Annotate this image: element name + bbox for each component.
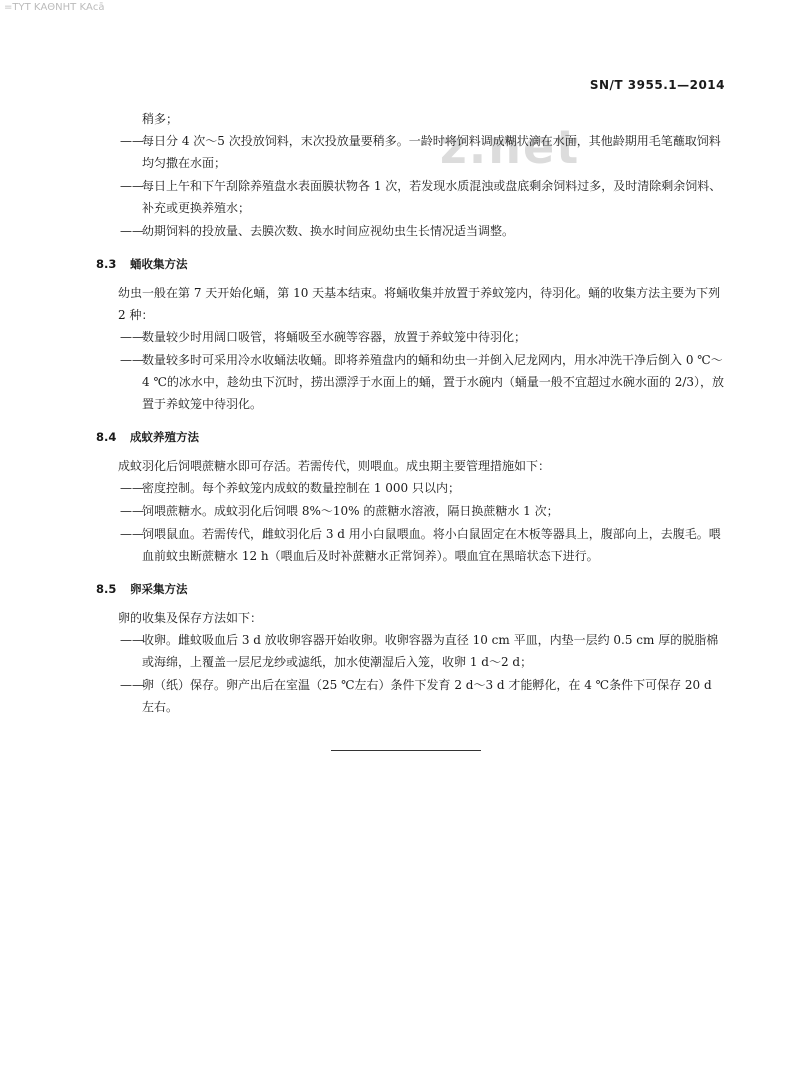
- section-paragraph: 成蚊羽化后饲喂蔗糖水即可存活。若需传代，则喂血。成虫期主要管理措施如下：: [118, 459, 551, 473]
- document-body: [96, 108, 726, 768]
- list-item: [96, 175, 726, 219]
- list-item-text: 卵（纸）保存。卵产出后在室温（25 ℃左右）条件下发育 2 d～3 d 才能孵化，在 4 ℃条件下可保存 20 d 左右。: [142, 678, 712, 714]
- dash-marker: ——: [120, 527, 144, 541]
- dash-marker: ——: [120, 134, 144, 148]
- section-title: 卵采集方法: [130, 582, 188, 596]
- watermark: z.net: [440, 120, 581, 174]
- dash-marker: ——: [120, 504, 144, 518]
- list-item: [96, 477, 726, 499]
- list-item-text: 饲喂蔗糖水。成蚊羽化后饲喂 8%～10% 的蔗糖水溶液，隔日换蔗糖水 1 次；: [142, 504, 559, 518]
- dash-marker: ——: [120, 330, 144, 344]
- dash-marker: ——: [120, 353, 144, 367]
- dash-marker: ——: [120, 481, 144, 495]
- section-paragraph: 卵的收集及保存方法如下：: [118, 611, 263, 625]
- dash-marker: ——: [120, 224, 144, 238]
- section-heading: [96, 429, 726, 445]
- header-mark: =ΤΥΤ ΚΑΘΝΗΤ ΚΑcā: [4, 2, 105, 13]
- list-item-text: 密度控制。每个养蚊笼内成蚊的数量控制在 1 000 只以内；: [142, 481, 460, 495]
- section-number: 8.5: [96, 582, 117, 596]
- list-item-text: 饲喂鼠血。若需传代，雌蚊羽化后 3 d 用小白鼠喂血。将小白鼠固定在木板等器具上，腹部向上，去腹毛。喂血前蚊虫断蔗糖水 12 h（喂血后及时补蔗糖水正常饲养）。喂血宜在黑暗状态下进行。: [142, 527, 721, 563]
- list-item-text: 数量较少时用阔口吸管，将蛹吸至水碗等容器，放置于养蚊笼中待羽化；: [142, 330, 527, 344]
- list-item: [96, 220, 726, 242]
- end-rule-wrap: [96, 738, 726, 768]
- section-heading: [96, 581, 726, 597]
- dash-marker: ——: [120, 633, 144, 647]
- dash-marker: ——: [120, 678, 144, 692]
- section-title: 成蚊养殖方法: [130, 430, 199, 444]
- dash-marker: ——: [120, 179, 144, 193]
- standard-code: SN/T 3955.1—2014: [589, 78, 725, 92]
- list-item: [96, 674, 726, 718]
- list-item: [96, 629, 726, 673]
- list-item: [96, 349, 726, 415]
- section-title: 蛹收集方法: [130, 257, 188, 271]
- list-item: [96, 326, 726, 348]
- list-item: [96, 523, 726, 567]
- list-item: [96, 500, 726, 522]
- section-heading: [96, 256, 726, 272]
- continuation-text: 稍多；: [142, 112, 179, 126]
- section-number: 8.4: [96, 430, 117, 444]
- end-rule: [331, 750, 481, 751]
- list-item-text: 每日上午和下午刮除养殖盘水表面膜状物各 1 次，若发现水质混浊或盘底剩余饲料过多，及时清除剩余饲料、补充或更换养殖水；: [142, 179, 722, 215]
- list-item-text: 数量较多时可采用冷水收蛹法收蛹。即将养殖盘内的蛹和幼虫一并倒入尼龙网内，用水冲洗干净后倒入 0 ℃～4 ℃的冰水中，趁幼虫下沉时，捞出漂浮于水面上的蛹，置于水碗内（蛹量一般不宜超过水碗水面的 2/3），放置于养蚊笼中待羽化。: [142, 353, 725, 411]
- list-item-text: 收卵。雌蚊吸血后 3 d 放收卵容器开始收卵。收卵容器为直径 10 cm 平皿，内垫一层约 0.5 cm 厚的脱脂棉或海绵，上覆盖一层尼龙纱或滤纸，加水使潮湿后入笼，收卵 1 d～2 d；: [142, 633, 719, 669]
- section-paragraph: 幼虫一般在第 7 天开始化蛹，第 10 天基本结束。将蛹收集并放置于养蚊笼内，待羽化。蛹的收集方法主要为下列 2 种：: [118, 286, 721, 322]
- list-item-text: 每日分 4 次～5 次投放饲料，末次投放量要稍多。一龄时将饲料调成糊状滴在水面，其他龄期用毛笔蘸取饲料均匀撒在水面；: [142, 134, 721, 170]
- list-item: [96, 130, 726, 174]
- section-number: 8.3: [96, 257, 117, 271]
- list-item-text: 幼期饲料的投放量、去膜次数、换水时间应视幼虫生长情况适当调整。: [142, 224, 515, 238]
